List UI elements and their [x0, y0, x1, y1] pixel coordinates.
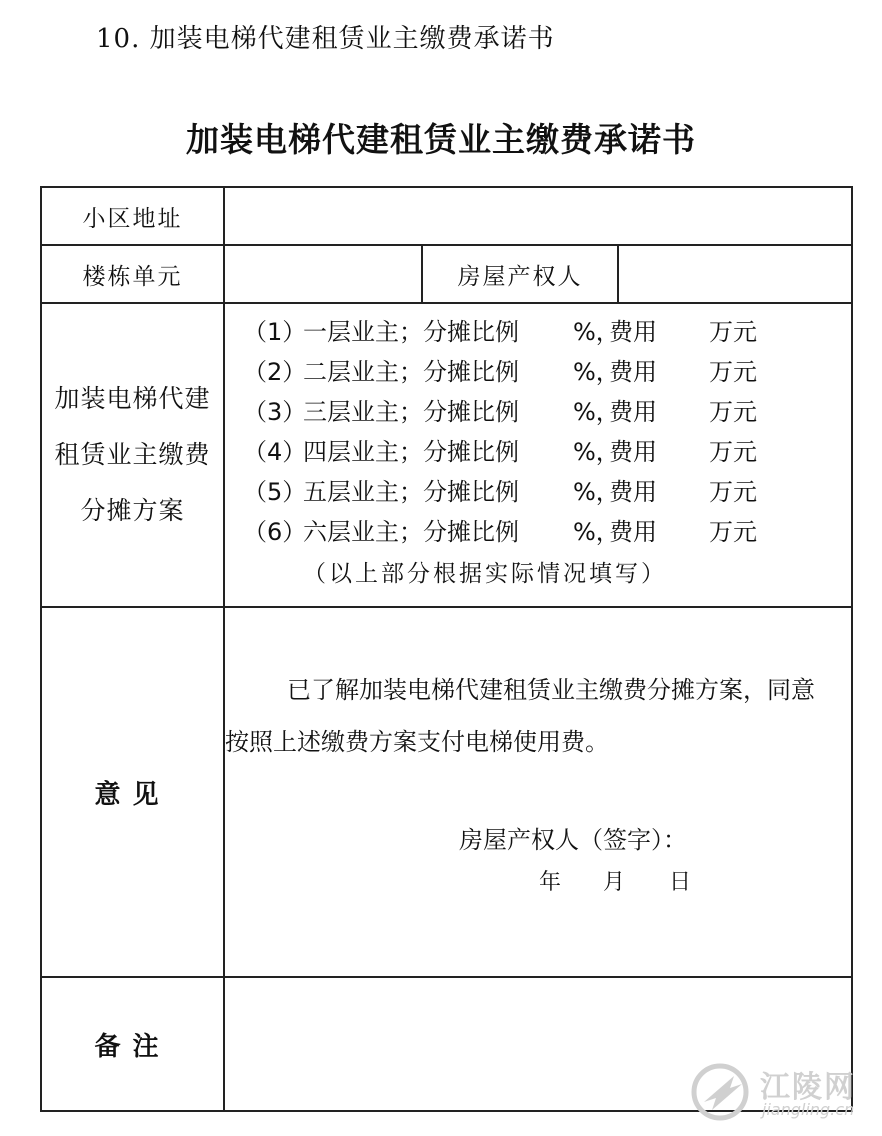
- plan-item-percent: %，: [573, 518, 620, 546]
- plan-item-owner: 二层业主；: [303, 358, 423, 386]
- signature-label: 房屋产权人（签字）：: [459, 826, 687, 854]
- plan-item-number: （2）: [243, 358, 307, 386]
- plan-item: [243, 312, 851, 352]
- plan-item-cost-label: 费用: [609, 358, 657, 386]
- plan-item-percent: %，: [573, 478, 620, 506]
- date-day-label: 日: [669, 870, 692, 895]
- plan-item-unit: 万元: [709, 318, 757, 346]
- plan-item-percent: %，: [573, 438, 620, 466]
- unit-row: [41, 245, 852, 303]
- plan-item-ratio-label: 分摊比例: [423, 318, 519, 346]
- plan-item: [243, 432, 851, 472]
- plan-item-unit: 万元: [709, 438, 757, 466]
- plan-content: [224, 303, 852, 607]
- watermark-url: jiangling.cn: [762, 1100, 855, 1119]
- plan-item-owner: 四层业主；: [303, 438, 423, 466]
- section-number: 10.: [96, 24, 141, 54]
- section-heading: [96, 18, 555, 55]
- plan-item-number: （5）: [243, 478, 307, 506]
- plan-item-cost-label: 费用: [609, 478, 657, 506]
- plan-item-owner: 六层业主；: [303, 518, 423, 546]
- opinion-line: 已了解加装电梯代建租赁业主缴费分摊方案，同意: [287, 676, 815, 704]
- plan-item: [243, 472, 851, 512]
- site-watermark: [690, 1056, 870, 1126]
- plan-item-unit: 万元: [709, 478, 757, 506]
- document-title: 加装电梯代建租赁业主缴费承诺书: [186, 120, 696, 159]
- address-row: [41, 187, 852, 245]
- section-heading-text: 加装电梯代建租赁业主缴费承诺书: [149, 24, 555, 54]
- unit-field[interactable]: [224, 245, 422, 303]
- plan-item-number: （3）: [243, 398, 307, 426]
- watermark-logo-icon: [690, 1062, 754, 1122]
- owner-label: 房屋产权人: [422, 245, 618, 303]
- remarks-label: 备注: [41, 977, 224, 1111]
- plan-item-unit: 万元: [709, 398, 757, 426]
- plan-item-ratio-label: 分摊比例: [423, 398, 519, 426]
- plan-item-ratio-label: 分摊比例: [423, 478, 519, 506]
- plan-item-cost-label: 费用: [609, 318, 657, 346]
- plan-note: （以上部分根据实际情况填写）: [303, 561, 667, 587]
- signature-date: [225, 865, 851, 896]
- commitment-form-table: [40, 186, 853, 1112]
- opinion-line: 按照上述缴费方案支付电梯使用费。: [225, 728, 609, 756]
- plan-item-percent: %，: [573, 318, 620, 346]
- plan-item-owner: 三层业主；: [303, 398, 423, 426]
- plan-item-number: （1）: [243, 318, 307, 346]
- opinion-content: [224, 607, 852, 977]
- unit-label: 楼栋单元: [41, 245, 224, 303]
- plan-item: [243, 392, 851, 432]
- plan-item-owner: 一层业主；: [303, 318, 423, 346]
- plan-item-unit: 万元: [709, 518, 757, 546]
- plan-label: [41, 303, 224, 607]
- plan-item: [243, 352, 851, 392]
- plan-item-ratio-label: 分摊比例: [423, 358, 519, 386]
- address-field[interactable]: [224, 187, 852, 245]
- watermark-name: 江陵网: [760, 1070, 856, 1105]
- opinion-label: 意见: [41, 607, 224, 977]
- plan-item-number: （6）: [243, 518, 307, 546]
- owner-field[interactable]: [618, 245, 852, 303]
- plan-item-unit: 万元: [709, 358, 757, 386]
- plan-item-number: （4）: [243, 438, 307, 466]
- address-label: 小区地址: [41, 187, 224, 245]
- plan-item-owner: 五层业主；: [303, 478, 423, 506]
- plan-label-line: 加装电梯代建: [54, 384, 211, 413]
- plan-label-line: 租赁业主缴费: [54, 440, 211, 469]
- plan-item-cost-label: 费用: [609, 398, 657, 426]
- plan-label-line: 分摊方案: [80, 496, 185, 525]
- plan-item-cost-label: 费用: [609, 438, 657, 466]
- plan-item-percent: %，: [573, 398, 620, 426]
- plan-item: [243, 512, 851, 552]
- opinion-statement: [225, 608, 851, 768]
- opinion-row: [41, 607, 852, 977]
- date-month-label: 月: [603, 870, 626, 895]
- plan-item-cost-label: 费用: [609, 518, 657, 546]
- plan-row: [41, 303, 852, 607]
- plan-item-percent: %，: [573, 358, 620, 386]
- plan-item-ratio-label: 分摊比例: [423, 438, 519, 466]
- date-year-label: 年: [539, 870, 562, 895]
- plan-item-ratio-label: 分摊比例: [423, 518, 519, 546]
